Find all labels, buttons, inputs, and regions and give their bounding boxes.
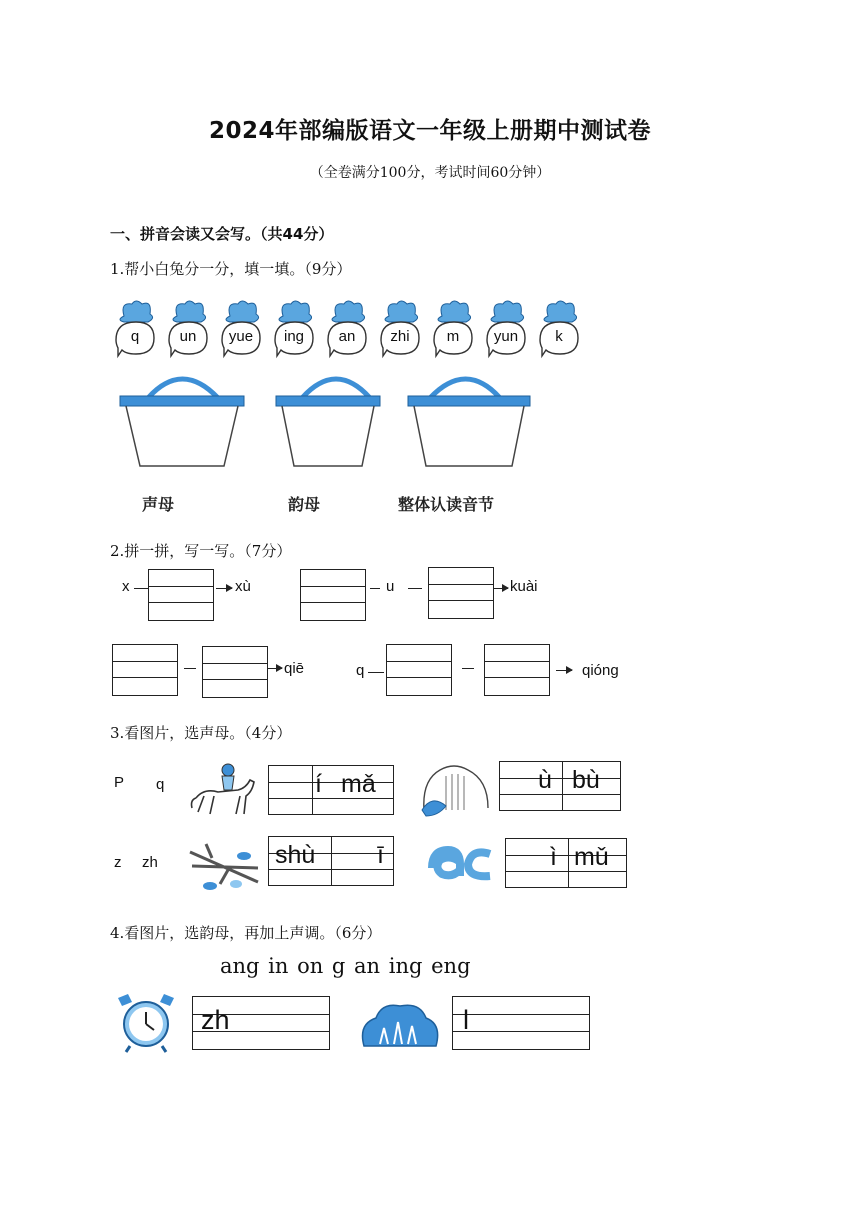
radish-pinyin: yue bbox=[228, 328, 254, 345]
basket-illustrations bbox=[112, 366, 552, 478]
arrow-icon bbox=[268, 668, 282, 669]
connector-line bbox=[462, 668, 474, 669]
tree-branch-icon bbox=[188, 838, 262, 894]
choice-initial: q bbox=[156, 776, 165, 793]
radish-card bbox=[216, 298, 266, 360]
radish-card bbox=[110, 298, 160, 360]
exam-info: （全卷满分100分，考试时间60分钟） bbox=[309, 165, 551, 181]
syllable-text: bù bbox=[572, 766, 600, 794]
pinyin-answer-box[interactable] bbox=[192, 996, 330, 1050]
initial-x: x bbox=[122, 578, 130, 595]
alarm-clock-icon bbox=[112, 990, 180, 1054]
radish-pinyin: yun bbox=[493, 328, 519, 345]
radish-pinyin: q bbox=[130, 328, 140, 345]
basket-label: 韵母 bbox=[288, 495, 321, 514]
syllable-text: mǔ bbox=[574, 843, 609, 871]
horse-rider-icon bbox=[186, 758, 260, 822]
waterfall-icon bbox=[418, 760, 494, 820]
result-pinyin: qióng bbox=[582, 662, 619, 679]
radish-row bbox=[110, 298, 590, 368]
result-pinyin: xù bbox=[235, 578, 251, 595]
syllable-text: shù bbox=[275, 841, 316, 869]
section-heading: 一、拼音会读又会写。（共44分） bbox=[110, 225, 334, 243]
radish-card bbox=[375, 298, 425, 360]
question-1-label: 1.帮小白兔分一分，填一填。（9分） bbox=[110, 260, 352, 278]
pinyin-answer-box[interactable] bbox=[505, 838, 627, 888]
choice-initial: zh bbox=[142, 854, 158, 871]
final-text: ī bbox=[377, 841, 384, 869]
pinyin-answer-box[interactable] bbox=[452, 996, 590, 1050]
radish-pinyin: zhi bbox=[390, 328, 410, 345]
basket-label: 声母 bbox=[142, 495, 175, 514]
initial-text: zh bbox=[201, 1005, 230, 1035]
arrow-icon bbox=[556, 670, 572, 671]
radish-card bbox=[322, 298, 372, 360]
connector-line bbox=[184, 668, 196, 669]
result-pinyin: kuài bbox=[510, 578, 538, 595]
writing-box[interactable] bbox=[112, 644, 178, 696]
pinyin-answer-box[interactable] bbox=[268, 836, 394, 886]
radish-pinyin: ing bbox=[283, 328, 305, 345]
radish-card bbox=[163, 298, 213, 360]
connector-line bbox=[370, 588, 380, 589]
connector-line bbox=[134, 588, 148, 589]
writing-box[interactable] bbox=[148, 569, 214, 621]
radish-pinyin: an bbox=[338, 328, 356, 345]
radish-pinyin: k bbox=[555, 328, 563, 345]
basket-icon bbox=[408, 379, 530, 466]
arrow-icon bbox=[494, 588, 508, 589]
writing-box[interactable] bbox=[484, 644, 550, 696]
medial-u: u bbox=[386, 578, 395, 595]
writing-box[interactable] bbox=[202, 646, 268, 698]
radish-card bbox=[428, 298, 478, 360]
arrow-icon bbox=[216, 588, 232, 589]
final-text: ì bbox=[550, 843, 557, 871]
letters-icon bbox=[426, 836, 496, 886]
final-text: ù bbox=[538, 766, 552, 794]
result-pinyin: qiē bbox=[284, 660, 305, 677]
final-text: í bbox=[315, 770, 322, 798]
question-3-label: 3.看图片，选声母。（4分） bbox=[110, 724, 292, 742]
choice-initial: P bbox=[114, 774, 125, 791]
basket-label: 整体认读音节 bbox=[398, 495, 495, 514]
connector-line bbox=[408, 588, 422, 589]
page-title: 2024年部编版语文一年级上册期中测试卷 bbox=[208, 118, 651, 144]
initial-text: l bbox=[463, 1005, 469, 1035]
writing-box[interactable] bbox=[300, 569, 366, 621]
syllable-text: mǎ bbox=[341, 770, 376, 798]
pinyin-answer-box[interactable] bbox=[499, 761, 621, 811]
pinyin-answer-box[interactable] bbox=[268, 765, 394, 815]
writing-box[interactable] bbox=[386, 644, 452, 696]
forest-icon bbox=[358, 1000, 442, 1056]
choice-initial: z bbox=[114, 854, 122, 871]
initial-q: q bbox=[356, 662, 365, 679]
radish-card bbox=[534, 298, 584, 360]
radish-pinyin: un bbox=[179, 328, 197, 345]
radish-card bbox=[269, 298, 319, 360]
basket-icon bbox=[276, 379, 380, 466]
basket-icon bbox=[120, 379, 244, 466]
final-options: ang in on g an ing eng bbox=[220, 954, 471, 978]
radish-card bbox=[481, 298, 531, 360]
question-4-label: 4.看图片，选韵母，再加上声调。（6分） bbox=[110, 924, 382, 942]
connector-line bbox=[368, 672, 384, 673]
question-2-label: 2.拼一拼，写一写。（7分） bbox=[110, 542, 292, 560]
writing-box[interactable] bbox=[428, 567, 494, 619]
radish-pinyin: m bbox=[446, 328, 460, 345]
